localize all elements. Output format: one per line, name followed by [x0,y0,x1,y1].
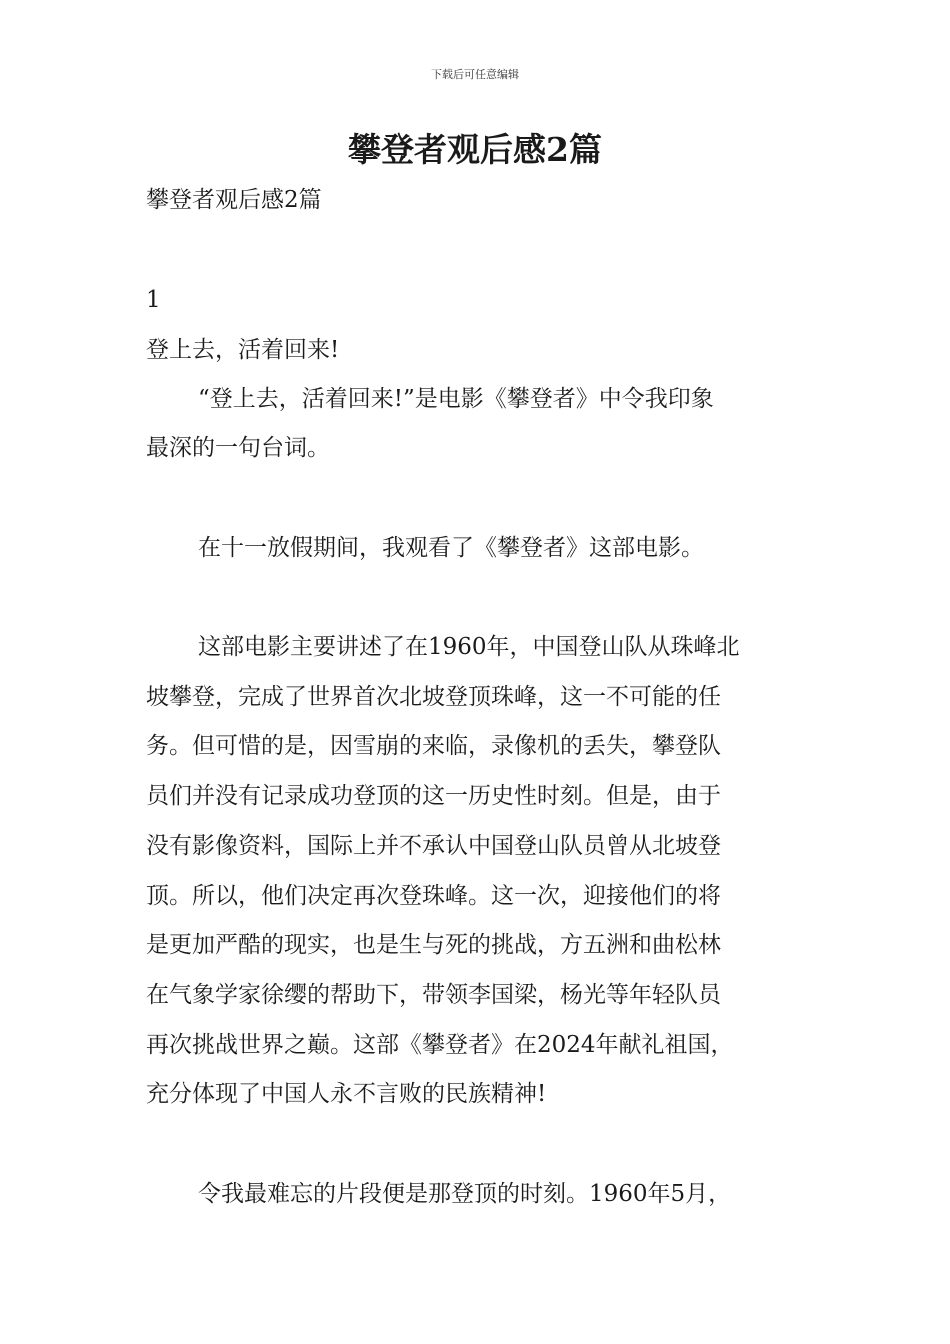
header-note: 下载后可任意编辑 [431,68,519,81]
paragraph-3-line-6: 顶。所以，他们决定再次登珠峰。这一次，迎接他们的将 [146,883,721,909]
section-heading: 登上去，活着回来! [146,337,340,363]
paragraph-1-line-1: “登上去，活着回来!”是电影《攀登者》中令我印象 [198,386,714,412]
paragraph-3-line-10: 充分体现了中国人永不言败的民族精神! [146,1081,547,1107]
paragraph-3-line-1: 这部电影主要讲述了在1960年，中国登山队从珠峰北 [198,634,740,660]
paragraph-3-line-7: 是更加严酷的现实，也是生与死的挑战，方五洲和曲松林 [146,932,721,958]
paragraph-1-line-2: 最深的一句台词。 [146,435,330,461]
paragraph-4-line-1: 令我最难忘的片段便是那登顶的时刻。1960年5月， [198,1181,732,1207]
paragraph-3-line-2: 坡攀登，完成了世界首次北坡登顶珠峰，这一不可能的任 [146,684,721,710]
paragraph-3-line-8: 在气象学家徐缨的帮助下，带领李国梁，杨光等年轻队员 [146,982,721,1008]
paragraph-2-line-1: 在十一放假期间，我观看了《攀登者》这部电影。 [198,535,704,561]
document-title: 攀登者观后感2篇 [348,130,602,169]
paragraph-3-line-4: 员们并没有记录成功登顶的这一历史性时刻。但是，由于 [146,783,721,809]
paragraph-3-line-5: 没有影像资料，国际上并不承认中国登山队员曾从北坡登 [146,833,721,859]
paragraph-3-line-9: 再次挑战世界之巅。这部《攀登者》在2024年献礼祖国， [146,1032,734,1058]
section-number: 1 [146,287,161,313]
paragraph-3-line-3: 务。但可惜的是，因雪崩的来临，录像机的丢失，攀登队 [146,733,721,759]
subtitle-line: 攀登者观后感2篇 [146,187,322,213]
